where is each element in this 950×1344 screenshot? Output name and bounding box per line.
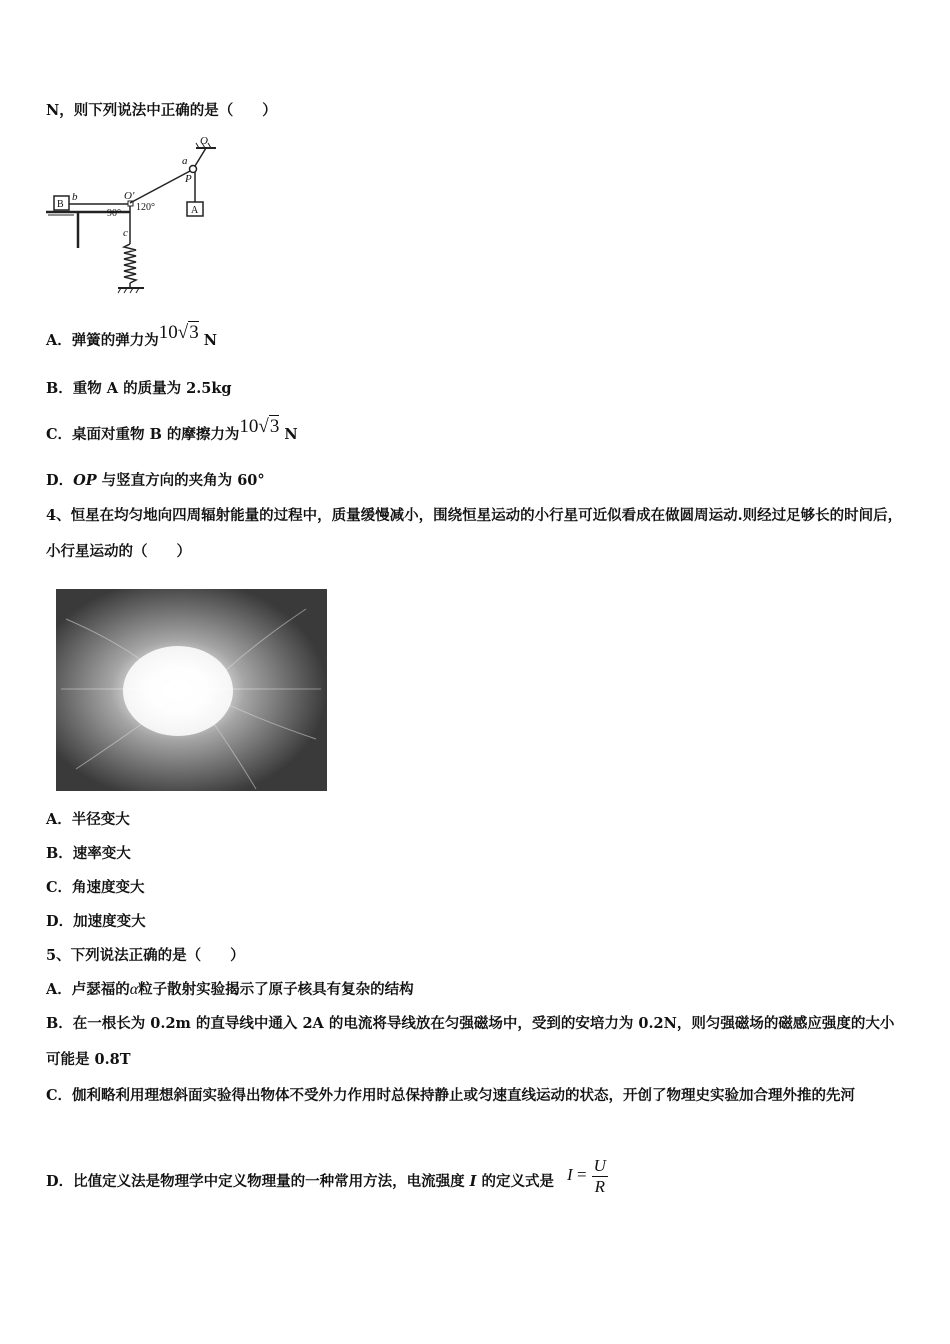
star-radiation-photo <box>56 589 327 791</box>
fraction-u-over-r: $\frac{U}{R}$ <box>593 1155 606 1196</box>
q5-stem: 5、下列说法正确的是（ ） <box>46 947 245 964</box>
q4-option-d: D．加速度变大 <box>46 913 146 930</box>
q5-option-c: C．伽利略利用理想斜面实验得出物体不受外力作用时总保持静止或匀速直线运动的状态，开创了物理史实验加合理外推的先河 <box>46 1087 856 1104</box>
q3-stem-tail: N，则下列说法中正确的是（ ） <box>46 102 277 119</box>
q4-option-c: C．角速度变大 <box>46 879 145 896</box>
q4-stem: 4、恒星在均匀地向四周辐射能量的过程中，质量缓慢减小，围绕恒星运动的小行星可近似看成在做圆周运动.则经过足够长的时间后，小行星运动的（ ） <box>46 507 903 560</box>
q4-option-b: B．速率变大 <box>46 845 131 862</box>
label-P: P <box>185 173 192 185</box>
label-O: O <box>200 135 208 147</box>
q4-option-a: A．半径变大 <box>46 811 130 828</box>
q5-option-b: B．在一根长为 0.2m 的直导线中通入 2A 的电流将导线放在匀强磁场中，受到的安培力为 0.2N，则匀强磁场的磁感应强度的大小可能是 0.8T <box>46 1015 895 1068</box>
label-B: B <box>57 199 64 210</box>
q3-option-c: C．桌面对重物 B 的摩擦力为10√3 N <box>46 416 298 443</box>
q5-option-d: D．比值定义法是物理学中定义物理量的一种常用方法，电流强度 I 的定义式是 I = $\frac{U}{R}$ <box>46 1155 606 1196</box>
label-120: 120° <box>136 202 155 213</box>
label-A: A <box>191 205 199 216</box>
label-90: 90° <box>107 208 121 219</box>
q5-option-a: A．卢瑟福的α粒子散射实验揭示了原子核具有复杂的结构 <box>46 981 414 998</box>
label-c: c <box>123 227 128 239</box>
label-b: b <box>72 191 78 203</box>
q3-option-a: A．弹簧的弹力为10√3 N <box>46 322 218 349</box>
q3-option-b: B．重物 A 的质量为 2.5kg <box>46 380 232 397</box>
label-a: a <box>182 155 188 167</box>
label-O-prime: O' <box>124 190 135 202</box>
q3-force-diagram <box>44 132 234 297</box>
q3-option-d: D．OP 与竖直方向的夹角为 60° <box>46 472 265 489</box>
